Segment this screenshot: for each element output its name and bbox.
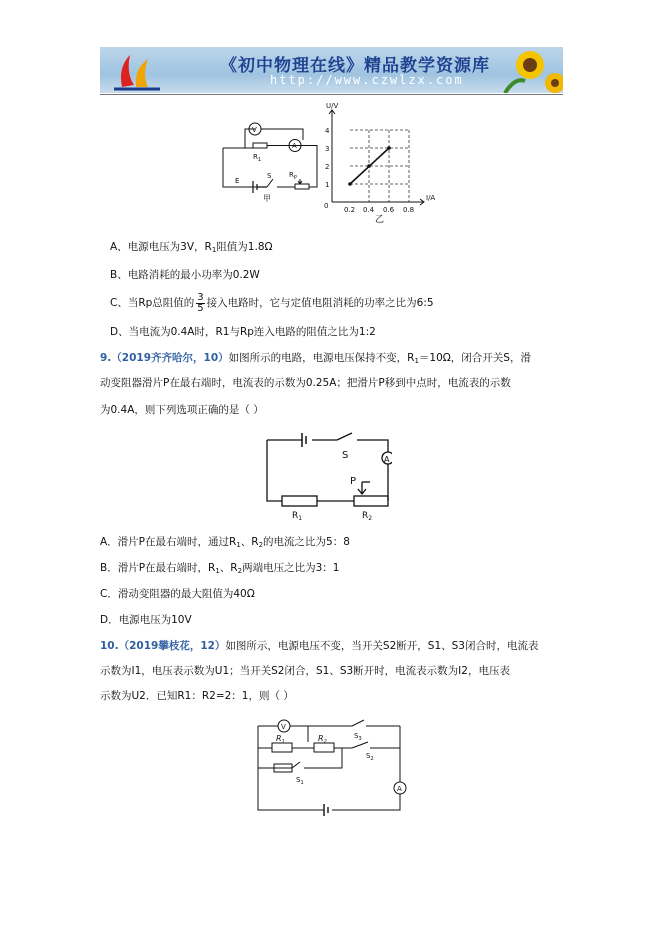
svg-text:R1 — [253, 153, 261, 163]
svg-text:R2 — [362, 511, 372, 520]
yi-origin: 0 — [324, 202, 329, 210]
yi-ytick-2: 2 — [325, 163, 330, 171]
q9-a-label: A — [384, 455, 390, 464]
header-title: 《初中物理在线》精品教学资源库 — [220, 56, 490, 76]
q9-line-1 — [100, 351, 531, 368]
q9-line-1a: 如图所示的电路，电源电压保持不变，R — [228, 352, 415, 364]
q10-line-1-text: 如图所示，电源电压不变，当开关S2断开，S1、S3闭合时，电流表 — [225, 640, 539, 652]
q8-option-a-text: A、电源电压为3V，R — [110, 241, 212, 253]
svg-text:S2 — [366, 752, 374, 762]
q9-s-label: S — [342, 450, 349, 461]
jia-e-label: E — [235, 177, 240, 185]
ui-point-1 — [348, 182, 352, 186]
yi-xtick-4: 0.8 — [403, 206, 415, 214]
jia-r1-label: R — [253, 153, 258, 161]
header-url: http://www.czwlzx.com — [270, 73, 464, 87]
q9-option-b — [100, 561, 339, 578]
q9-line-2: 动变阻器滑片P在最右端时，电流表的示数为0.25A；把滑片P移到中点时，电流表的示数 — [100, 377, 511, 389]
q9-r2-sub: 2 — [368, 515, 373, 520]
q9-option-b-3: 两端电压之比为3：1 — [242, 562, 340, 574]
q10-s1-label: S — [296, 776, 301, 784]
q9-r1-sub: 1 — [298, 515, 303, 520]
q8-option-b: B、电路消耗的最小功率为0.2W — [110, 269, 260, 281]
q9-slider-arrow — [358, 482, 366, 494]
yi-xtick-1: 0.2 — [344, 206, 356, 214]
q9-option-b-2: 、R — [219, 562, 238, 574]
jia-a-label: A — [292, 142, 297, 150]
yi-xtick-2: 0.4 — [363, 206, 375, 214]
rheostat-rp — [295, 184, 309, 189]
header-rule — [100, 94, 563, 95]
q8-option-c-pre: C、当Rp总阻值的 — [110, 297, 195, 309]
yi-ytick-4: 4 — [325, 127, 330, 135]
ui-graph-yi — [320, 100, 440, 218]
q9-r2-label: R — [362, 511, 369, 520]
svg-text:S3 — [354, 732, 362, 742]
q9-r1-label: R — [292, 511, 299, 520]
q9-option-c: C．滑动变阻器的最大阻值为40Ω — [100, 588, 255, 600]
yi-caption: 乙 — [375, 215, 385, 225]
q9-resistor-r1 — [282, 496, 317, 506]
ui-point-2 — [367, 164, 371, 168]
q10-v-label: V — [281, 723, 286, 731]
q10-line-2: 示数为I1，电压表示数为U1；当开关S2闭合，S1、S3断开时，电流表示数为I2，电压表 — [100, 665, 510, 677]
q9-option-a-3: 的电流之比为5：8 — [263, 536, 350, 548]
q9-p-label: P — [350, 476, 357, 487]
q10-r1-sub: 1 — [281, 739, 285, 745]
fraction-num: 3 — [197, 291, 204, 303]
jia-r1-sub: 1 — [257, 157, 262, 163]
q10-s3-sub: 3 — [358, 736, 362, 742]
ui-point-3 — [387, 146, 391, 150]
q9-option-a-s1: 1 — [236, 541, 241, 549]
q8-option-a-end: 阻值为1.8Ω — [216, 241, 273, 253]
q9-line-3: 为0.4A，则下列选项正确的是（ ） — [100, 404, 264, 416]
jia-rp-sub: P — [293, 175, 297, 181]
jia-rp-label: R — [289, 171, 294, 179]
q9-option-b-s2: 2 — [237, 567, 243, 575]
yi-xlabel: I/A — [426, 194, 436, 202]
sunflower-icon — [485, 47, 563, 93]
yi-xtick-3: 0.6 — [383, 206, 395, 214]
logo-icon — [108, 47, 168, 93]
q9-line-1b: ＝10Ω，闭合开关S，滑 — [418, 352, 531, 364]
yi-ylabel: U/V — [326, 102, 339, 110]
q9-option-a-1: A．滑片P在最右端时，通过R — [100, 536, 237, 548]
q8-option-c — [110, 291, 434, 315]
fraction-den: 5 — [197, 302, 204, 314]
q8-option-a — [110, 240, 273, 257]
q8-option-d: D、当电流为0.4A时，R1与Rp连入电路的阻值之比为1:2 — [110, 326, 376, 338]
q9-option-a-s2: 2 — [258, 541, 264, 549]
q9-option-d: D．电源电压为10V — [100, 614, 192, 626]
resistor-r1 — [253, 143, 267, 148]
jia-s-label: S — [267, 172, 272, 180]
q10-line-1 — [100, 639, 538, 653]
q10-a-label: A — [397, 785, 402, 793]
circuit-diagram-q10 — [252, 712, 412, 822]
yi-ytick-1: 1 — [325, 181, 330, 189]
q10-r1-label: R — [276, 734, 282, 743]
svg-text:R1 — [292, 511, 302, 520]
q10-line-3: 示数为U2．已知R1：R2=2：1，则（ ） — [100, 690, 294, 702]
jia-caption: 甲 — [263, 194, 271, 203]
q10-r2-label: R — [318, 734, 324, 743]
q10-s2-sub: 2 — [370, 756, 374, 762]
q8-option-c-post: 接入电路时，它与定值电阻消耗的功率之比为6:5 — [206, 297, 434, 309]
q9-option-b-s1: 1 — [215, 567, 220, 575]
circuit-diagram-q9 — [262, 430, 392, 520]
q10-number: 10.（2019攀枝花，12） — [100, 640, 226, 652]
circuit-diagram-jia — [215, 115, 325, 215]
q10-s3-label: S — [354, 732, 359, 740]
q10-s1-sub: 1 — [300, 780, 304, 786]
svg-text:RP — [289, 171, 297, 181]
q9-option-a — [100, 535, 350, 552]
header-banner — [100, 47, 563, 93]
svg-text:S1 — [296, 776, 304, 786]
q9-line-1-sub: 1 — [414, 357, 419, 365]
q10-r2-sub: 2 — [323, 739, 327, 745]
q9-option-b-1: B．滑片P在最右端时，R — [100, 562, 216, 574]
q9-number: 9.（2019齐齐哈尔，10） — [100, 352, 229, 364]
q8-option-a-sub: 1 — [211, 246, 217, 254]
q9-option-a-2: 、R — [240, 536, 259, 548]
q9-rheostat-r2 — [354, 496, 388, 506]
jia-v-label: V — [252, 126, 257, 134]
fraction-3-5 — [196, 293, 204, 314]
q10-s2-label: S — [366, 752, 371, 760]
yi-ytick-3: 3 — [325, 145, 330, 153]
